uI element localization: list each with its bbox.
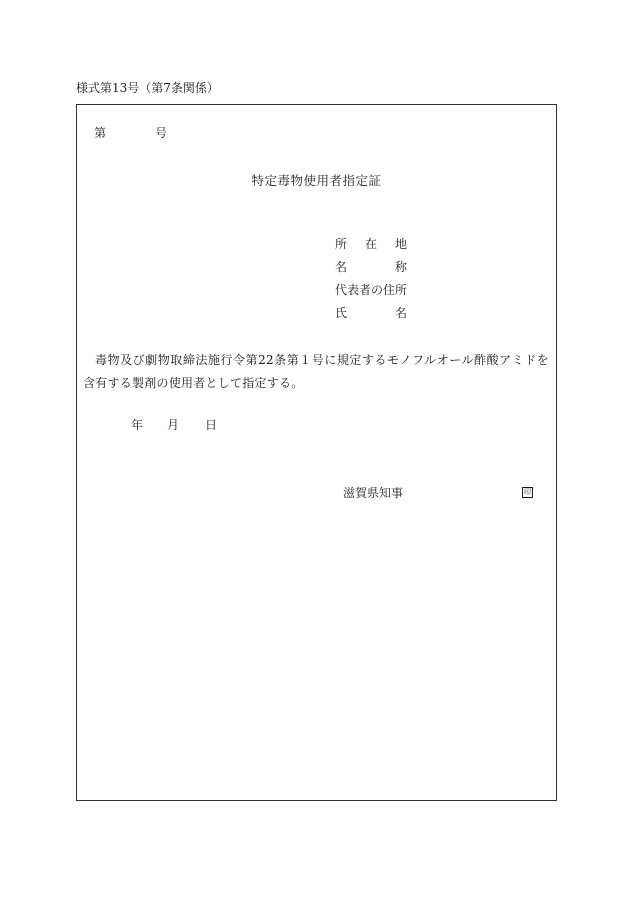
date-year: 年 bbox=[131, 418, 144, 432]
issuer-title: 滋賀県知事 bbox=[343, 486, 404, 500]
number-suffix: 号 bbox=[155, 126, 168, 140]
representative-address-label: 代表者の住所 bbox=[335, 283, 408, 297]
date-day: 日 bbox=[205, 418, 218, 432]
certificate-frame bbox=[76, 104, 557, 801]
form-code: 様式第13号（第7条関係） bbox=[76, 81, 219, 95]
certificate-title: 特定毒物使用者指定証 bbox=[251, 173, 382, 188]
seal-mark-icon: 印 bbox=[524, 488, 531, 496]
date-month: 月 bbox=[167, 418, 180, 432]
designation-statement: 毒物及び劇物取締法施行令第22条第１号に規定するモノフルオール酢酸アミドを含有する製剤の使用者として指定する。 bbox=[83, 353, 549, 390]
person-name-label: 氏 名 bbox=[335, 306, 407, 320]
location-label: 所 在 地 bbox=[335, 237, 407, 251]
number-prefix: 第 bbox=[94, 126, 107, 140]
issue-date bbox=[131, 417, 217, 433]
name-label: 名 称 bbox=[335, 260, 407, 274]
address-block bbox=[335, 236, 407, 328]
